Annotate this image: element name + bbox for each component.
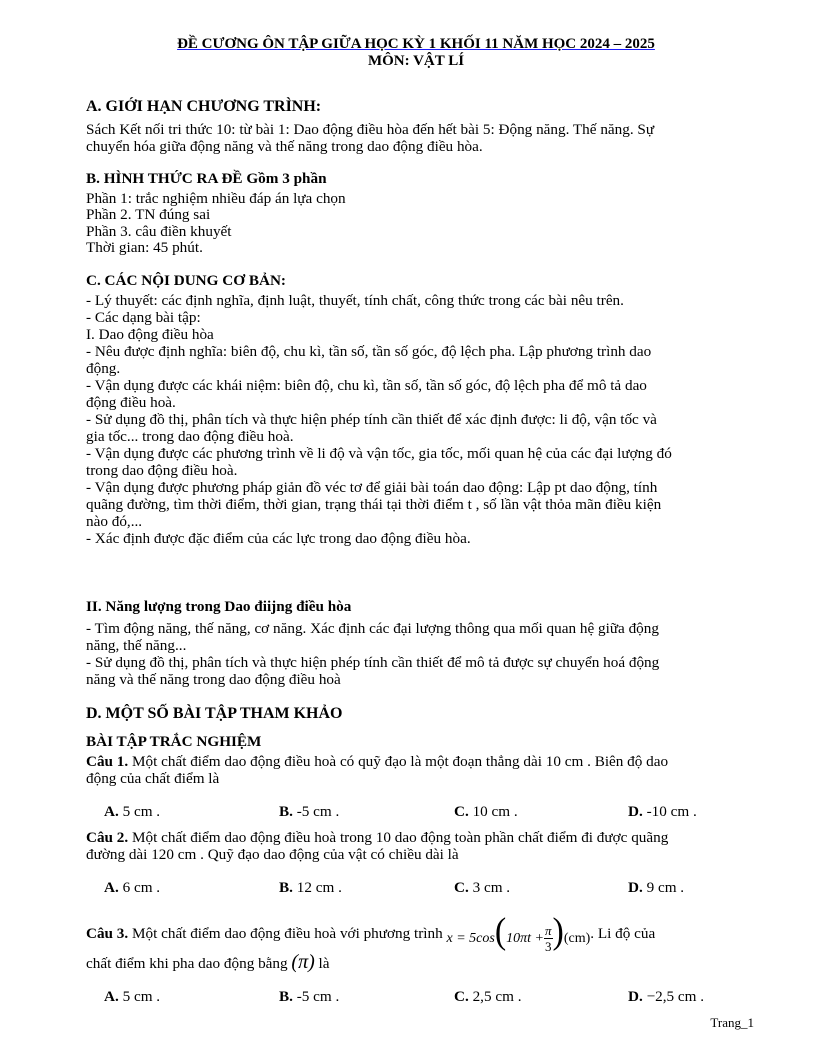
option-c[interactable] (454, 988, 522, 1005)
equation-unit: (cm) (563, 931, 591, 946)
phase-value: (π) (291, 951, 315, 973)
fraction-denominator: 3 (545, 939, 552, 955)
question-text: động của chất điểm là (86, 770, 220, 787)
paren-close: ) (552, 911, 564, 952)
option-label: C. (454, 879, 469, 896)
option-label: B. (279, 803, 293, 820)
question-2-options (104, 879, 744, 897)
question-1 (86, 753, 746, 787)
question-1-options (104, 803, 744, 821)
option-a[interactable] (104, 879, 160, 896)
question-text: đường dài 120 cm . Quỹ đạo dao động của vật có chiều dài là (86, 846, 459, 863)
question-text: Một chất điểm dao động điều hoà trong 10 dao động toàn phần chất điểm đi được quãng (128, 829, 669, 846)
section-c-line: - Vận dụng được các phương trình về li độ và vận tốc, gia tốc, mối quan hệ của các đại lượng đó (86, 445, 672, 462)
option-b[interactable] (279, 988, 339, 1005)
option-label: C. (454, 988, 469, 1005)
section-ii-heading: II. Năng lượng trong Dao điijng điều hòa (86, 598, 352, 615)
section-a-line: Sách Kết nối tri thức 10: từ bài 1: Dao động điều hòa đến hết bài 5: Động năng. Thế năng. Sự (86, 121, 655, 138)
subject-title: MÔN: VẬT LÍ (367, 53, 465, 69)
option-b[interactable] (279, 803, 339, 820)
section-c-body (86, 292, 746, 547)
title-line-1: ĐỀ CƯƠNG ÔN TẬP GIỮA HỌC KỲ 1 KHỐI 11 NĂM HỌC 2024 – 2025 (177, 36, 655, 52)
question-text: Một chất điểm dao động điều hoà với phương trình (128, 925, 447, 943)
section-ii-body (86, 620, 746, 688)
question-3-options (104, 988, 744, 1006)
option-c[interactable] (454, 803, 518, 820)
section-c-line: - Vận dụng được các khái niệm: biên độ, chu kì, tần số, tần số góc, độ lệch pha để mô tả dao (86, 377, 647, 394)
option-label: B. (279, 988, 293, 1005)
question-text: Một chất điểm dao động điều hoà có quỹ đạo là một đoạn thẳng dài 10 cm . Biên độ dao (128, 753, 669, 770)
equation-inner: 10πt + (506, 931, 545, 946)
section-b-item: Phần 2. TN đúng sai (86, 206, 211, 224)
section-ii-line: - Sử dụng đồ thị, phân tích và thực hiện phép tính cần thiết để mô tả được sự chuyển hoá động (86, 654, 660, 671)
question-text: . Li độ của (590, 925, 656, 943)
section-ii-line: năng, thế năng... (86, 637, 187, 654)
question-3 (86, 911, 746, 955)
section-ii-line: - Tìm động năng, thế năng, cơ năng. Xác định các đại lượng thông qua mối quan hệ giữa động (86, 620, 659, 637)
option-b[interactable] (279, 879, 342, 896)
option-label: C. (454, 803, 469, 820)
question-1-line-1 (86, 753, 746, 770)
option-label: D. (628, 803, 643, 820)
section-b-list (86, 191, 746, 257)
section-b-item: Phần 3. câu điền khuyết (86, 222, 232, 240)
section-c-line: - Xác định được đặc điểm của các lực trong dao động điều hòa. (86, 530, 471, 547)
question-2-line-1 (86, 829, 746, 846)
section-a-line: chuyển hóa giữa động năng và thế năng trong dao động điều hòa. (86, 138, 483, 155)
option-d[interactable] (628, 879, 684, 896)
section-c-line: - Lý thuyết: các định nghĩa, định luật, thuyết, tính chất, công thức trong các bài nêu trên. (86, 292, 624, 309)
section-c-line: gia tốc... trong dao động điều hoà. (86, 428, 294, 445)
question-label: Câu 1. (86, 753, 129, 770)
exercise-heading: BÀI TẬP TRẮC NGHIỆM (86, 733, 262, 750)
section-d-heading: D. MỘT SỐ BÀI TẬP THAM KHẢO (86, 705, 343, 722)
section-b-item: Phần 1: trắc nghiệm nhiều đáp án lựa chọn (86, 190, 346, 207)
option-a[interactable] (104, 803, 160, 820)
option-label: A. (104, 803, 119, 820)
option-text: -5 cm . (292, 988, 340, 1005)
question-3-line-2 (86, 951, 746, 973)
section-c-line: - Nêu được định nghĩa: biên độ, chu kì, tần số, tần số góc, độ lệch pha. Lập phương trình dao (86, 343, 652, 360)
section-c-heading: C. CÁC NỘI DUNG CƠ BẢN: (86, 272, 286, 289)
section-c-line: nào đó,... (86, 513, 143, 530)
paren-open: ( (494, 911, 507, 952)
fraction (544, 923, 553, 954)
section-c-line: động. (86, 360, 121, 377)
fraction-numerator: π (545, 923, 552, 939)
section-b-item: Thời gian: 45 phút. (86, 239, 203, 257)
option-label: A. (104, 988, 119, 1005)
option-text: 5 cm . (118, 988, 161, 1005)
option-text: 2,5 cm . (468, 988, 522, 1005)
section-c-line: I. Dao động điều hòa (86, 326, 214, 343)
option-label: D. (628, 988, 643, 1005)
question-text: là (314, 955, 330, 972)
question-2 (86, 829, 746, 863)
option-text: −2,5 cm . (642, 988, 705, 1005)
question-text: chất điểm khi pha dao động bằng (86, 955, 292, 972)
section-c-line: - Vận dụng được phương pháp giản đồ véc tơ để giải bài toán dao động: Lập pt dao động, tính (86, 479, 658, 496)
option-text: -5 cm . (292, 803, 340, 820)
option-d[interactable] (628, 803, 697, 820)
option-label: B. (279, 879, 293, 896)
section-a-body (86, 121, 746, 155)
option-text: 9 cm . (642, 879, 685, 896)
section-c-line: - Các dạng bài tập: (86, 309, 201, 326)
option-c[interactable] (454, 879, 510, 896)
section-b-heading: B. HÌNH THỨC RA ĐỀ Gồm 3 phần (86, 170, 327, 187)
section-c-line: quãng đường, tìm thời điểm, thời gian, trạng thái tại thời điểm t , số lần vật thỏa mãn điều kiện (86, 496, 662, 513)
option-d[interactable] (628, 988, 704, 1005)
section-c-line: - Sử dụng đồ thị, phân tích và thực hiện phép tính cần thiết để xác định được: li độ, vận tốc và (86, 411, 657, 428)
section-ii-line: năng và thế năng trong dao động điều hoà (86, 671, 341, 688)
section-c-line: trong dao động điều hoà. (86, 462, 238, 479)
option-text: 10 cm . (468, 803, 518, 820)
question-label: Câu 2. (86, 829, 129, 846)
option-label: D. (628, 879, 643, 896)
option-label: A. (104, 879, 119, 896)
option-text: 3 cm . (468, 879, 511, 896)
section-c-line: động điều hoà. (86, 394, 176, 411)
document-title (86, 36, 746, 53)
option-text: -10 cm . (642, 803, 697, 820)
equation-lhs: x = 5cos (446, 931, 495, 946)
question-label: Câu 3. (86, 925, 129, 943)
option-text: 12 cm . (292, 879, 342, 896)
option-text: 5 cm . (118, 803, 161, 820)
page-number: Trang_1 (710, 1015, 754, 1030)
option-text: 6 cm . (118, 879, 161, 896)
equation (446, 911, 591, 955)
option-a[interactable] (104, 988, 160, 1005)
section-a-heading: A. GIỚI HẠN CHƯƠNG TRÌNH: (86, 98, 322, 115)
